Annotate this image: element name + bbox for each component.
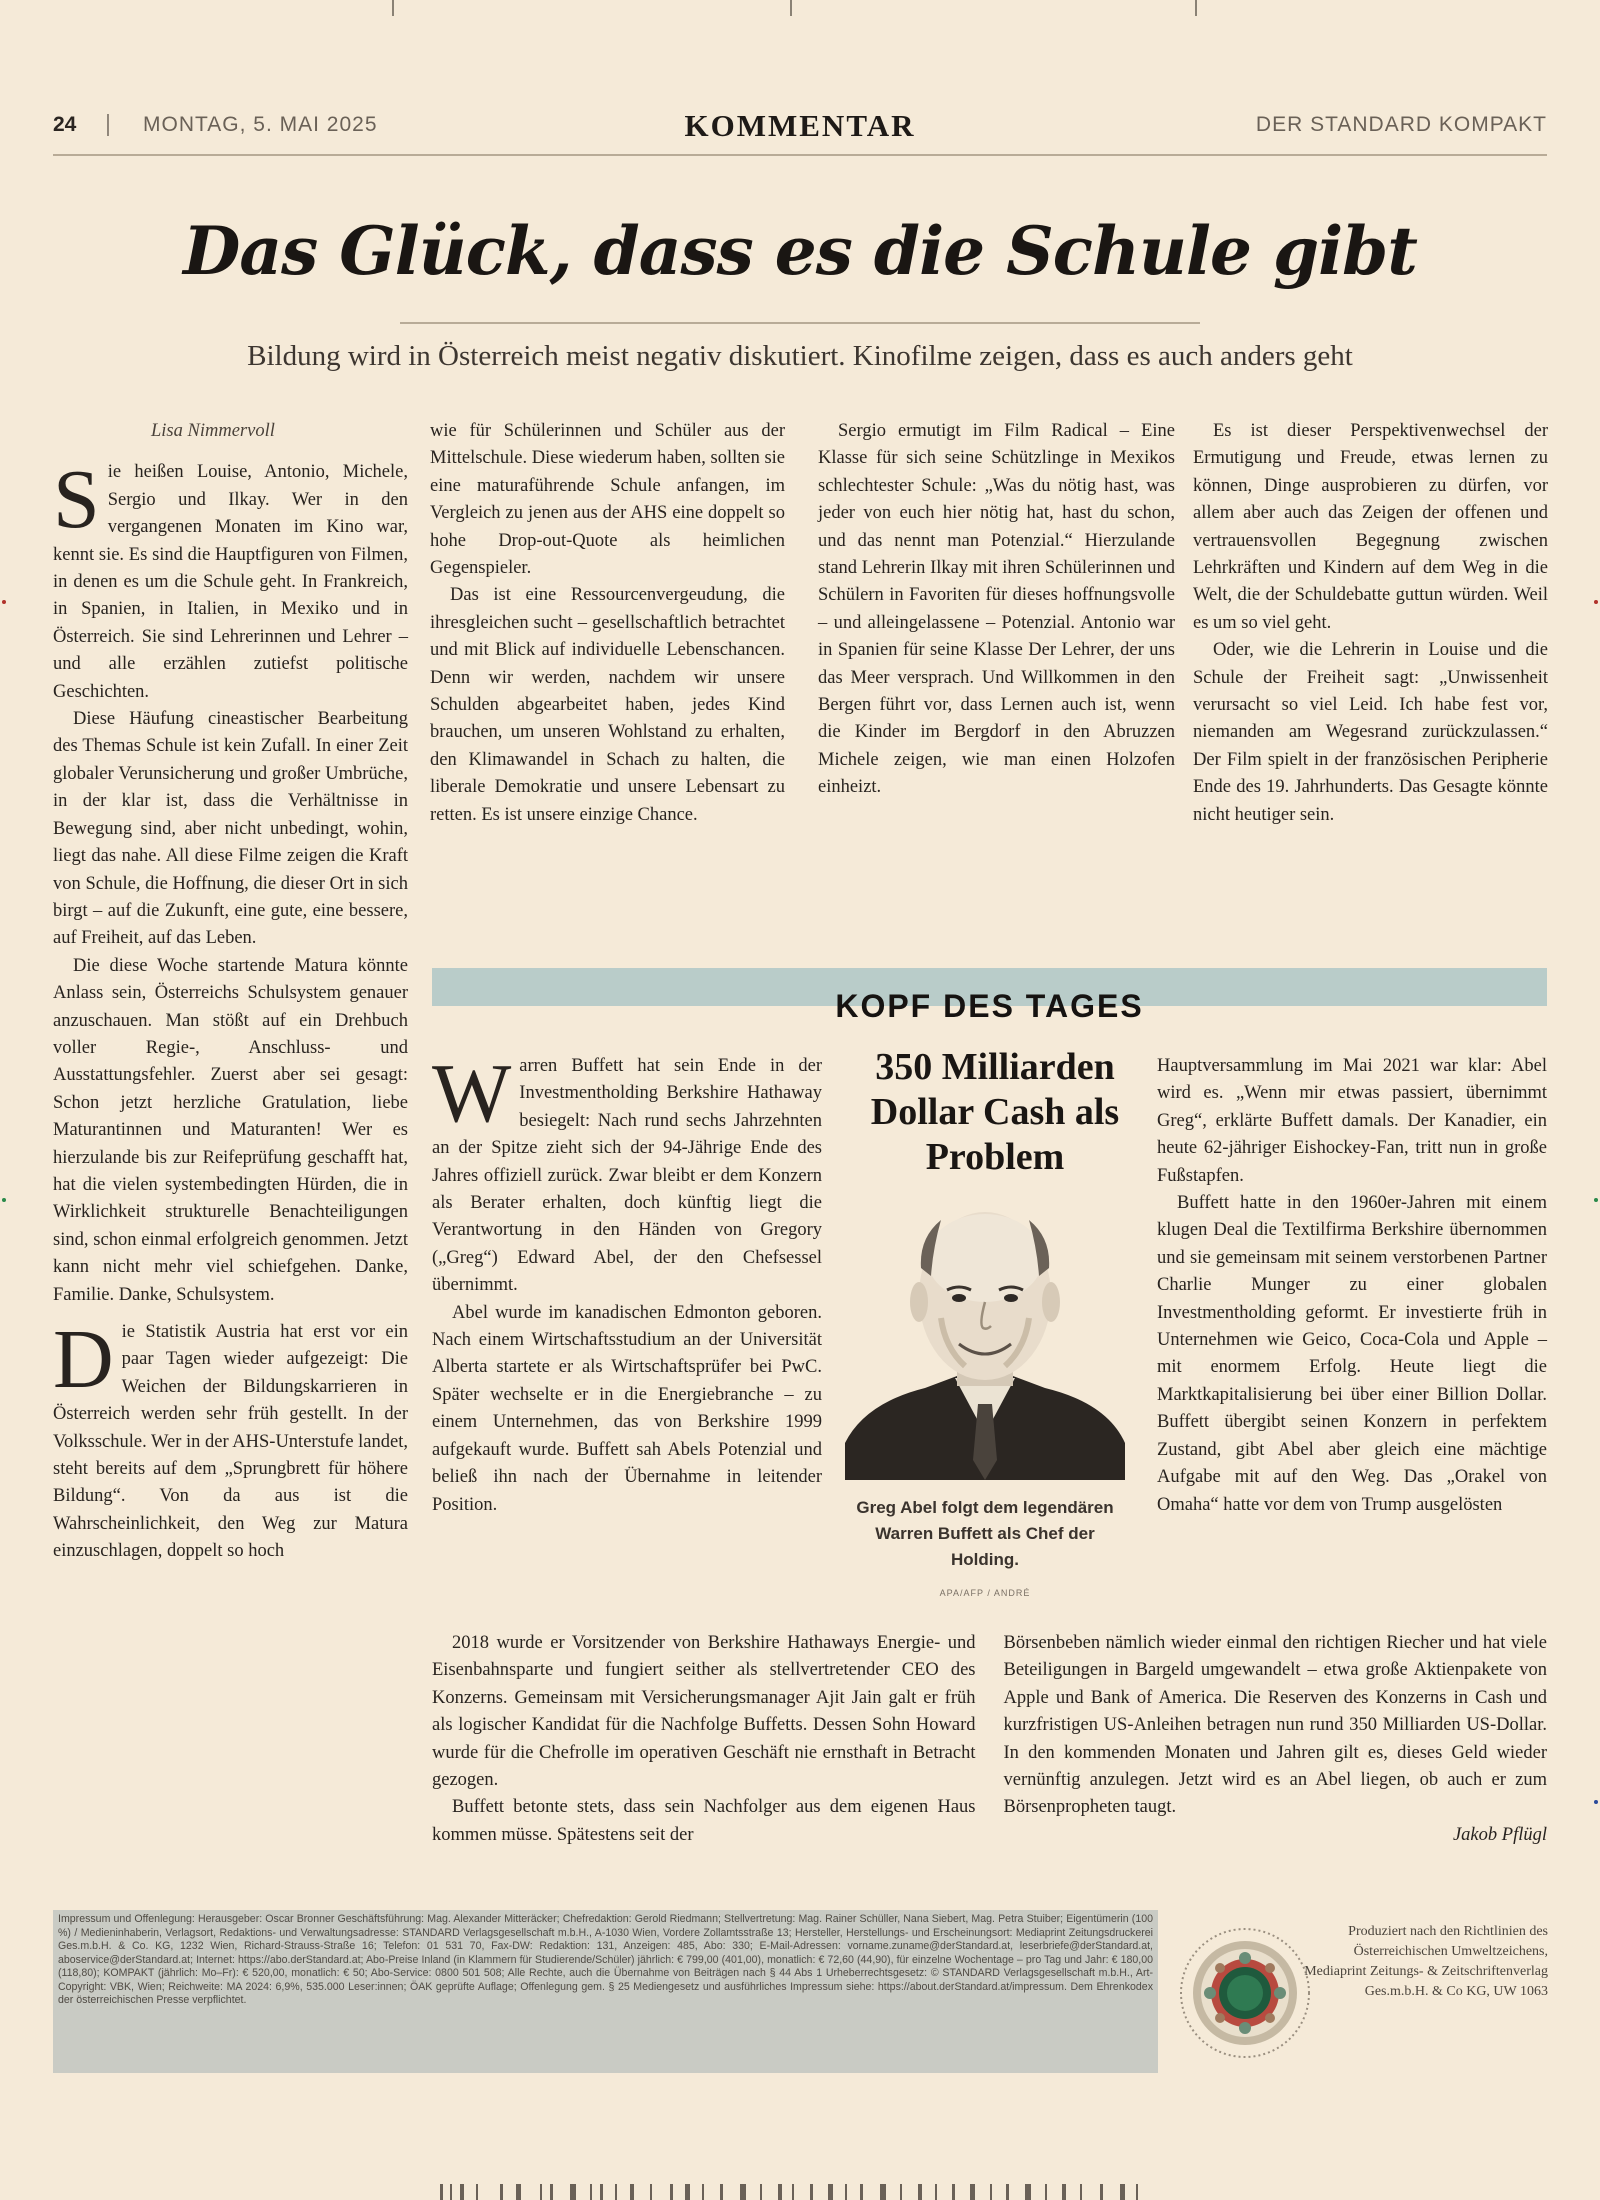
article-paragraph: Das ist eine Ressourcenvergeudung, die ihresgleichen sucht – gesellschaftlich betrachtet und mit Blick auf individuelle Lebenschancen. Denn wir werden, nachdem wir unsere Schulden abgearbeitet haben, jedes Kind brauchen, um unseren Wohlstand zu erhalten, den Klimawandel in Schach zu halten, die liberale Demokratie und unsere Lebensart zu retten. Es ist unsere einzige Chance. [430, 585, 785, 825]
photo-credit: APA/AFP / ANDRÉ [939, 1588, 1031, 1598]
eco-label-text: Produziert nach den Richtlinien des Österreichischen Umweltzeichens, Mediaprint Zeitungs- & Zeitschriftenverlag Ges.m.b.H. & Co KG, UW 1063 [1304, 1924, 1548, 1999]
article-paragraph: Buffett betonte stets, dass sein Nachfolger aus dem eigenen Haus kommen müsse. Spätestens seit der [432, 1797, 976, 1845]
article-paragraph: Abel wurde im kanadischen Edmonton geboren. Nach einem Wirtschaftsstudium an der Universität Alberta startete er als Wirtschaftsprüfer bei PwC. Später wechselte er in die Energiebranche – zu einem Unternehmen, das von Berkshire 1999 aufgekauft wurde. Buffett sah Abels Potenzial und beließ ihn nach der Übernahme in leitender Position. [432, 1302, 822, 1515]
kopf-des-tages-column-2 [1157, 1053, 1547, 1628]
registration-dot [1594, 1198, 1598, 1202]
article-paragraph: Diese Häufung cineastischer Bearbeitung des Themas Schule ist kein Zufall. In einer Zeit globaler Verunsicherung und großer Umbrüche, in der klar ist, dass die Verhältnisse in Bewegung sind, aber nicht unbedingt, wohin, liegt das nahe. All diese Filme zeigen die Kraft von Schule, die Hoffnung, die dieser Ort in sich birgt – auf die Zukunft, eine gute, eine bessere, auf Freiheit, auf das Leben. [53, 709, 408, 949]
article-subheadline: Bildung wird in Österreich meist negativ diskutiert. Kinofilme zeigen, dass es auch anders geht [247, 340, 1353, 372]
article-paragraph [432, 1047, 822, 1300]
drop-cap: D [53, 1313, 114, 1406]
article-paragraph: Börsenbeben nämlich wieder einmal den richtigen Riecher und hat viele Beteiligungen in Bargeld umgewandelt – etwa große Aktienpakete von Apple und Bank of America. Die Reserven des Konzerns in Cash und kurzfristigen US-Anleihen betragen nun rund 350 Milliarden US-Dollar. In den kommenden Monaten und Jahren gilt es, dieses Geld wieder vernünftig anzulegen. Jetzt wird es an Abel liegen, ob auch er zum Börsenpropheten taugt. [1003, 1633, 1547, 1818]
paragraph-text: arren Buffett hat sein Ende in der Investmentholding Berkshire Hathaway besiegelt: Nach rund sechs Jahrzehnten an der Spitze zieht sich der 94-Jährige Ende des Jahres offiziell zurück. Zwar bleibt er dem Konzern als Berater erhalten, doch künftig liegt die Verantwortung in den Händen von Gregory („Greg“) Edward Abel, der den Chefsessel übernimmt. [432, 1056, 822, 1296]
article-paragraph: Hauptversammlung im Mai 2021 war klar: Abel wird es. „Wenn mir etwas passiert, übernimmt Greg“, erklärte Buffett damals. Der Kanadier, ein heute 62-jähriger Eishockey-Fan, tritt nun in große Fußstapfen. [1157, 1056, 1547, 1186]
article-paragraph: 2018 wurde er Vorsitzender von Berkshire Hathaways Energie- und Eisenbahnsparte und fungiert seither als stellvertretender CEO des Konzerns. Gemeinsam mit Versicherungsmanager Ajit Jain galt er früh als logischer Kandidat für die Nachfolge Buffetts. Dessen Sohn Howard wurde für die Chefrolle im operativen Geschäft nie ernsthaft in Betracht gezogen. [432, 1633, 976, 1791]
article-paragraph: Sergio ermutigt im Film Radical – Eine Klasse für sich seine Schützlinge in Mexikos schlechtester Schule: „Was du nötig hast, was jeder von euch hier nötig hat, hast du schon, und das nennt man Potenzial.“ Hierzulande stand Lehrerin Ilkay mit ihren Schülerinnen und Schülern in Favoriten für dieses hoffnungsvolle – und alleingelassene – Potenzial. Antonio war in Spanien für seine Klasse Der Lehrer, der uns das Meer versprach. Und Willkommen in den Bergen führt vor, dass Lernen auch ist, wenn die Kinder im Bergdorf in den Abruzzen Michele zeigen, wie man einen Holzofen einheizt. [818, 421, 1175, 798]
headline-divider [400, 322, 1200, 324]
paragraph-text: ie heißen Louise, Antonio, Michele, Sergio und Ilkay. Wer in den vergangenen Monaten im Kino war, kennt sie. Es sind die Hauptfiguren von Filmen, in denen es um die Schule geht. In Frankreich, in Spanien, in Italien, in Mexiko und in Österreich. Sie sind Lehrerinnen und Lehrer – und alle erzählen zutiefst politische Geschichten. [53, 462, 408, 702]
article-author: Lisa Nimmervoll [151, 421, 275, 441]
registration-dot [2, 600, 6, 604]
drop-cap: S [53, 453, 100, 547]
crop-mark [790, 0, 792, 16]
kopf-des-tages-column-1 [432, 1047, 822, 1628]
drop-cap: W [432, 1047, 512, 1140]
registration-dot [1594, 600, 1598, 604]
page-header [53, 108, 1547, 156]
article-paragraph [53, 453, 408, 706]
issue-date: MONTAG, 5. MAI 2025 [143, 113, 378, 136]
eco-label-seal-icon [1170, 1918, 1320, 2068]
registration-dot [1594, 1800, 1598, 1804]
crop-mark [392, 0, 394, 16]
print-registration-marks [440, 2184, 1140, 2200]
portrait-photo [845, 1198, 1125, 1480]
kopf-des-tages-author: Jakob Pflügl [1452, 1824, 1547, 1845]
article-column-3 [818, 418, 1175, 948]
article-paragraph: Die diese Woche startende Matura könnte Anlass sein, Österreichs Schulsystem genauer anzuschauen. Man stößt auf ein Drehbuch voller Regie-, Anschluss- und Ausstattungsfehler. Zuerst aber sei gesagt: Schon jetzt herzliche Gratulation, liebe Maturantinnen und Maturanten! Wer es hierzulande bis zur Reifeprüfung geschafft hat, hat die vielen systembedingten Hürden, die in Wirklichkeit strukturelle Benachteiligungen sind, schon einmal erfolgreich genommen. Jetzt kann nicht mehr viel schiefgehen. Danke, Familie. Danke, Schulsystem. [53, 955, 408, 1305]
masthead: DER STANDARD KOMPAKT [1255, 113, 1547, 136]
article-paragraph: Oder, wie die Lehrerin in Louise und die Schule der Freiheit sagt: „Unwissenheit verursacht so viel Leid. Ich habe fest vor, niemanden am Wegesrand zurückzulassen.“ Der Film spielt in der französischen Peripherie Ende des 19. Jahrhunderts. Das Gesagte könnte nicht heutiger sein. [1193, 640, 1548, 825]
article-headline: Das Glück, dass es die Schule gibt [183, 212, 1417, 290]
imprint: Impressum und Offenlegung: Herausgeber: Oscar Bronner Geschäftsführung: Mag. Alexander Mitteräcker; Chefredaktion: Gerold Riedmann; Stellvertretung: Mag. Rainer Schüller, Nana Siebert, Mag. Petra Stuiber; Eigentümerin (100 %) / Medieninhaberin, Verlagsort, Redaktions- und Verwaltungsadresse: STANDARD Verlagsgesellschaft m.b.H., A-1030 Wien, Vordere Zollamtsstraße 13; Hersteller, Herstellungs- und Erscheinungsort: Mediaprint Zeitungsdruckerei Ges.m.b.H. & Co. KG, 1232 Wien, Richard-Strauss-Straße 16; Telefon: 01 531 70, Fax-DW: Redaktion: 131, Anzeigen: 485, Abo: 330; E-Mail-Adressen: vorname.zuname@derStandard.at, leserbriefe@derStandard.at, aboservice@derStandard.at; Internet: https://abo.derStandard.at; Abo-Preise Inland (in Klammern für Studierende/Schüler) jährlich: € 799,00 (401,00), monatlich: € 72,60 (44,90), für einzelne Wochentage – pro Tag und Jahr: € 180,00 (118,80); KOMPAKT (jährlich: Mo–Fr): € 520,00, monatlich: € 50; Abo-Service: 0800 501 508; Alle Rechte, auch die Übernahme von Beiträgen nach § 44 Abs 1 Urheberrechtsgesetz: © STANDARD Verlagsgesellschaft m.b.H., Art-Copyright: VBK, Wien; Reichweite: MA 2024: 6,9%, 535.000 Leser:innen; ÖAK geprüfte Auflage; Offenlegung gem. § 25 Mediengesetz und ausführliches Impressum siehe: https://about.derStandard.at/impressum. Dem Ehrenkodex der österreichischen Presse verpflichtet. [53, 1910, 1158, 2073]
kopf-des-tages-column-3 [432, 1630, 1547, 1900]
kopf-des-tages-headline: 350 Milliarden Dollar Cash als Problem [870, 1046, 1120, 1178]
article-column-4 [1193, 418, 1548, 948]
article-column-1 [53, 418, 408, 1888]
page-number: 24 [53, 113, 77, 136]
article-column-2 [430, 418, 785, 948]
photo-caption: Greg Abel folgt dem legendären Warren Buffett als Chef der Holding. [856, 1498, 1114, 1569]
paragraph-text: ie Statistik Austria hat erst vor ein paar Tagen wieder aufgezeigt: Die Weichen der Bildungskarrieren in Österreich werden sehr früh gestellt. In der Volksschule. Wer in der AHS-Unterstufe landet, steht bereits auf dem „Sprungbrett für höhere Bildung“. Von da aus ist die Wahrscheinlichkeit, den Weg zur Matura einzuschlagen, doppelt so hoch [53, 1322, 408, 1562]
article-paragraph: wie für Schülerinnen und Schüler aus der Mittelschule. Diese wiederum haben, sollten sie eine maturaführende Schule anfangen, im Vergleich zu jenen aus der AHS eine doppelt so hohe Drop-out-Quote als heimlichen Gegenspieler. [430, 421, 786, 579]
registration-dot [2, 1198, 6, 1202]
section-title: KOMMENTAR [684, 108, 916, 143]
crop-mark [1195, 0, 1197, 16]
header-separator: | [105, 110, 111, 136]
article-paragraph [53, 1313, 408, 1566]
kopf-des-tages-label: KOPF DES TAGES [835, 988, 1144, 1024]
article-paragraph: Buffett hatte in den 1960er-Jahren mit einem klugen Deal die Textilfirma Berkshire übernommen und sie gemeinsam mit seinem verstorbenen Partner Charlie Munger zu einer globalen Investmentholding geformt. Er investierte früh in Unternehmen wie Geico, Coca-Cola und Apple – mit enormem Erfolg. Heute liegt die Marktkapitalisierung bei über einer Billion Dollar. Buffett übergibt seinen Konzern in perfektem Zustand, gibt Abel aber gleich eine mächtige Aufgabe mit auf den Weg. Das „Orakel von Omaha“ hatte vor dem von Trump ausgelösten [1157, 1193, 1547, 1515]
article-paragraph: Es ist dieser Perspektivenwechsel der Ermutigung und Freude, etwas lernen zu können, Dinge ausprobieren zu dürfen, vor allem aber auch das Zeigen der offenen und vertrauensvollen Begegnung zwischen Lehrkräften und Kindern auf dem Weg in die Welt, die der Schuldebatte guttun würden. Weil es um so viel geht. [1193, 421, 1548, 633]
